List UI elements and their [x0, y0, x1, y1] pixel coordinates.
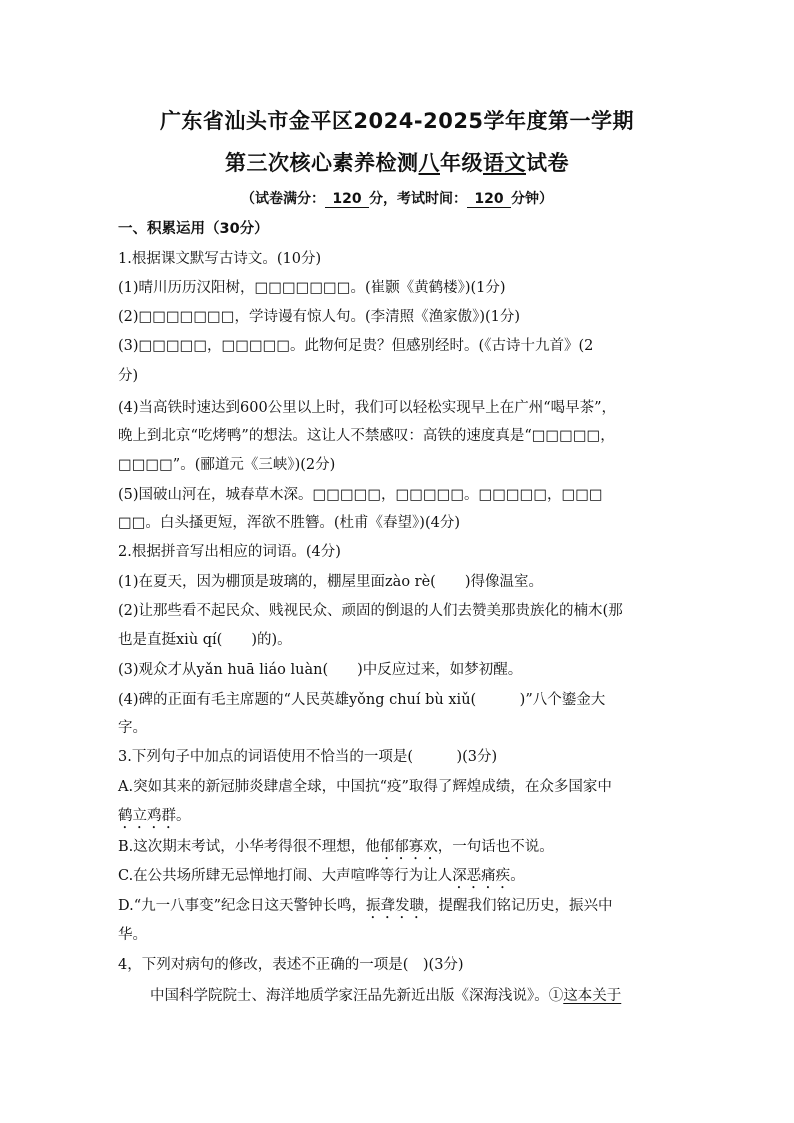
punct: 。	[176, 808, 191, 824]
dotted-word: 鹤立鸡群	[118, 808, 176, 824]
question-line: □□□□”。(郦道元《三峡》)(2分)	[118, 457, 336, 473]
passage-text: 中国科学院院士、海洋地质学家汪品先新近出版《深海浅说》。①	[150, 988, 564, 1004]
question-line: (1)在夏天，因为棚顶是玻璃的，棚屋里面zào rè( )得像温室。	[118, 574, 543, 590]
dotted-word: 振聋发聩	[366, 898, 425, 914]
option-c	[118, 866, 680, 892]
question-line: 分)	[118, 368, 139, 384]
title-grade: 八	[418, 151, 440, 175]
title-part-e: 试卷	[526, 151, 569, 175]
question-line: □□。白头搔更短，浑欲不胜簪。(杜甫《春望》)(4分)	[118, 515, 461, 531]
score-mid: 分，考试时间：	[369, 191, 467, 207]
option-c-text: C.在公共场所肆无忌惮地打闹、大声喧哗等行为让人	[118, 868, 453, 884]
option-d-end: 华。	[118, 927, 147, 943]
question-line: 3.下列句子中加点的词语使用不恰当的一项是( )(3分)	[118, 749, 498, 765]
question-line: 2.根据拼音写出相应的词语。(4分)	[118, 544, 341, 560]
title-part-c: 年级	[440, 151, 483, 175]
score-value: 120	[325, 191, 369, 208]
question-line: 晚上到北京“吃烤鸭”的想法。这让人不禁感叹：高铁的速度真是“□□□□□，	[118, 428, 615, 444]
score-suffix: 分钟）	[511, 191, 553, 207]
passage-underlined: 这本关于	[563, 988, 622, 1004]
dotted-word: 深恶痛疾	[452, 868, 511, 884]
question-line: 字。	[118, 720, 147, 736]
question-line: (2)让那些看不起民众、贱视民众、顽固的倒退的人们去赞美那贵族化的楠木(那	[118, 603, 623, 619]
option-d	[118, 896, 680, 922]
exam-score-info	[0, 188, 794, 208]
question-line: 1.根据课文默写古诗文。(10分)	[118, 251, 322, 267]
option-c-tail: 。	[510, 868, 525, 884]
dotted-word: 郁郁寡欢	[379, 839, 438, 855]
option-b-tail: ，一句话也不说。	[437, 839, 554, 855]
question-line: A.突如其来的新冠肺炎肆虐全球，中国抗“疫”取得了辉煌成绩，在众多国家中	[118, 779, 612, 795]
exam-title-line1: 广东省汕头市金平区2024-2025学年度第一学期	[159, 109, 635, 133]
question-line: (5)国破山河在，城春草木深。□□□□□，□□□□□。□□□□□，□□□	[118, 487, 603, 503]
question-4-passage	[150, 986, 680, 1006]
question-4-stem: 4，下列对病句的修改，表述不正确的一项是( )(3分)	[118, 957, 464, 973]
question-line: (1)晴川历历汉阳树，□□□□□□□。(崔颢《黄鹤楼》)(1分)	[118, 280, 506, 296]
question-line: (3)□□□□□，□□□□□。此物何足贵？但感别经时。(《古诗十九首》(2	[118, 338, 594, 354]
time-value: 120	[467, 191, 511, 208]
option-a-end	[118, 806, 680, 832]
question-line: 也是直挺xiù qí( )的)。	[118, 632, 292, 648]
score-prefix: （试卷满分：	[241, 191, 325, 207]
title-part-a: 第三次核心素养检测	[225, 151, 419, 175]
option-d-tail: ，提醒我们铭记历史，振兴中	[424, 898, 613, 914]
title-subject: 语文	[483, 151, 526, 175]
question-line: (4)碑的正面有毛主席题的“人民英雄yǒng chuí bù xiǔ( )”八个鎏金大	[118, 692, 606, 708]
question-line: (4)当高铁时速达到600公里以上时，我们可以轻松实现早上在广州“喝早茶”，	[118, 400, 617, 416]
option-d-text: D.“九一八事变”纪念日这天警钟长鸣，	[118, 898, 367, 914]
option-b	[118, 837, 680, 863]
option-b-text: B.这次期末考试，小华考得很不理想，他	[118, 839, 380, 855]
section-heading: 一、积累运用（30分）	[118, 221, 269, 237]
question-line: (2)□□□□□□□，学诗谩有惊人句。(李清照《渔家傲》)(1分)	[118, 309, 521, 325]
exam-title-line2	[0, 147, 794, 177]
question-line: (3)观众才从yǎn huā liáo luàn( )中反应过来，如梦初醒。	[118, 662, 523, 678]
